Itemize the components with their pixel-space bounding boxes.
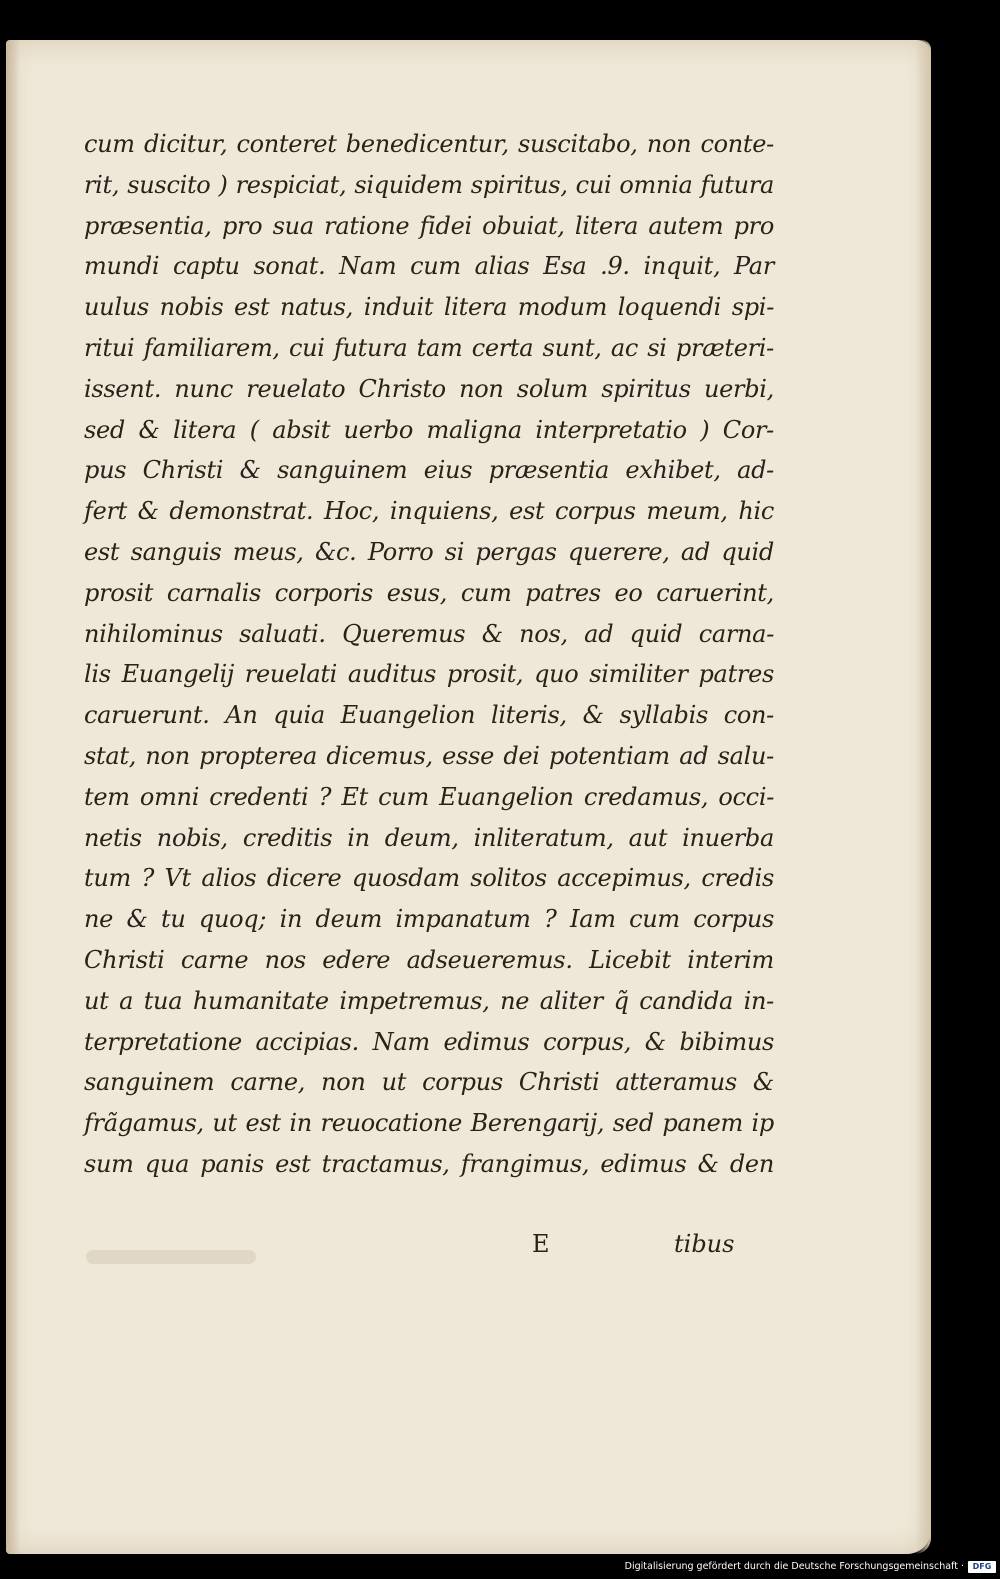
text-line-10: fert & demonstrat. Hoc, inquiens, est corpus meum, hic bbox=[84, 497, 774, 526]
text-line-13: nihilominus saluati. Queremus & nos, ad quid carna- bbox=[84, 619, 774, 648]
text-line-26: sum qua panis est tractamus, frangimus, edimus & den bbox=[84, 1149, 774, 1178]
text-line-1: cum dicitur, conteret benedicentur, suscitabo, non conte- bbox=[84, 130, 774, 158]
dfg-logo-label: DFG bbox=[972, 1562, 992, 1571]
text-line-21: Christi carne nos edere adseueremus. Licebit interim bbox=[84, 945, 774, 974]
text-line-17: tem omni credenti ? Et cum Euangelion credamus, occi- bbox=[84, 782, 774, 811]
text-line-2: rit, suscito ) respiciat, siquidem spiritus, cui omnia futura bbox=[84, 170, 774, 199]
text-line-11: est sanguis meus, &c. Porro si pergas querere, ad quid bbox=[84, 537, 774, 566]
text-line-19: tum ? Vt alios dicere quosdam solitos accepimus, credis bbox=[84, 864, 774, 893]
book-page bbox=[6, 40, 931, 1554]
page-gutter-shadow bbox=[6, 40, 20, 1554]
text-line-24: sanguinem carne, non ut corpus Christi atteramus & bbox=[84, 1068, 774, 1097]
text-line-6: ritui familiarem, cui futura tam certa sunt, ac si præteri- bbox=[84, 333, 774, 362]
catchword: tibus bbox=[674, 1230, 735, 1258]
body-text bbox=[84, 124, 774, 1185]
text-line-15: caruerunt. An quia Euangelion literis, & syllabis con- bbox=[84, 701, 774, 730]
funding-credit-bar bbox=[625, 1559, 996, 1575]
text-line-5: uulus nobis est natus, induit litera modum loquendi spi- bbox=[84, 293, 774, 322]
text-line-22: ut a tua humanitate impetremus, ne aliter q̃ candida in- bbox=[84, 986, 774, 1015]
signature-mark: E bbox=[532, 1230, 550, 1258]
text-line-20: ne & tu quoq; in deum impanatum ? Iam cum corpus bbox=[84, 905, 774, 934]
text-line-14: lis Euangelij reuelati auditus prosit, quo similiter patres bbox=[84, 660, 774, 689]
page-edge-shadow bbox=[915, 40, 931, 1554]
text-line-3: præsentia, pro sua ratione fidei obuiat, litera autem pro bbox=[84, 211, 774, 240]
text-line-12: prosit carnalis corporis esus, cum patres eo caruerint, bbox=[84, 578, 774, 607]
funding-credit-text: Digitalisierung gefördert durch die Deutsche Forschungsgemeinschaft · bbox=[624, 1561, 964, 1572]
text-line-8: sed & litera ( absit uerbo maligna interpretatio ) Cor- bbox=[84, 415, 774, 444]
text-line-9: pus Christi & sanguinem eius præsentia exhibet, ad- bbox=[84, 456, 774, 485]
text-line-7: issent. nunc reuelato Christo non solum spiritus uerbi, bbox=[84, 374, 774, 403]
text-line-16: stat, non propterea dicemus, esse dei potentiam ad salu- bbox=[84, 741, 774, 770]
ink-offset-smudge bbox=[86, 1250, 256, 1264]
text-line-25: frãgamus, ut est in reuocatione Berengarij, sed panem ip bbox=[84, 1109, 774, 1138]
text-line-23: terpretatione accipias. Nam edimus corpus, & bibimus bbox=[84, 1027, 774, 1056]
dfg-logo-icon bbox=[968, 1561, 996, 1573]
text-line-4: mundi captu sonat. Nam cum alias Esa .9. inquit, Par bbox=[84, 252, 774, 281]
text-line-18: netis nobis, creditis in deum, inliteratum, aut inuerba bbox=[84, 823, 774, 852]
